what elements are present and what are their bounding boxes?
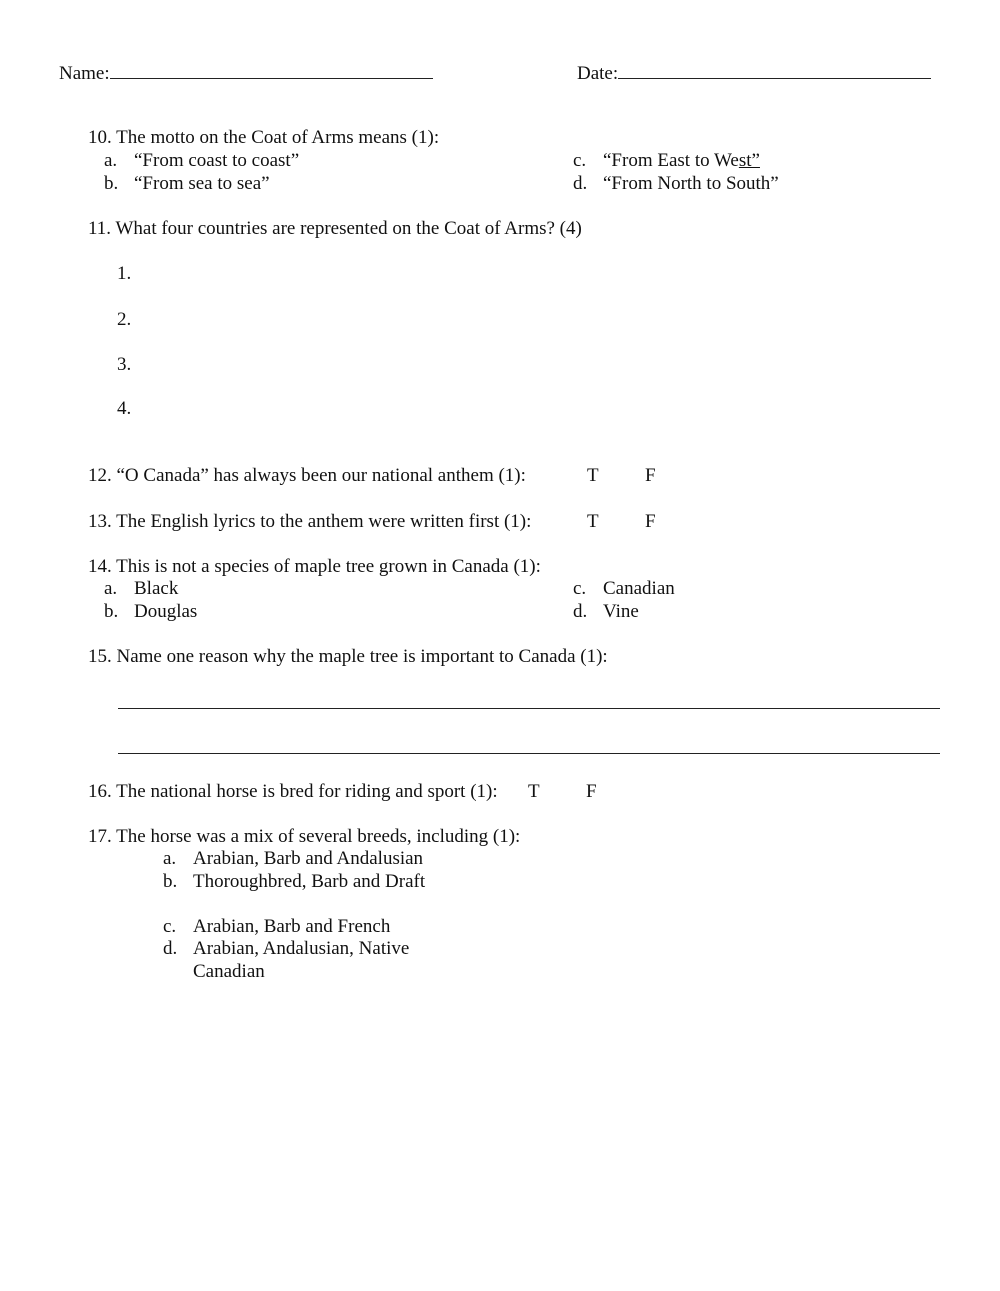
q17-option-d[interactable]: Arabian, Andalusian, Native bbox=[193, 938, 410, 959]
q12-text: 12. “O Canada” has always been our national anthem (1): bbox=[88, 465, 526, 486]
q17-text: 17. The horse was a mix of several breeds, including (1): bbox=[88, 826, 521, 847]
q14-option-c-letter: c. bbox=[573, 578, 587, 599]
q10-option-c-letter: c. bbox=[573, 150, 587, 171]
q14-option-d[interactable]: Vine bbox=[603, 601, 639, 622]
q12-true[interactable]: T bbox=[587, 465, 599, 486]
q10-option-d-letter: d. bbox=[573, 173, 588, 194]
q16-text: 16. The national horse is bred for riding and sport (1): bbox=[88, 781, 498, 802]
q11-item-1: 1. bbox=[117, 263, 132, 284]
name-label: Name: bbox=[59, 63, 110, 84]
q11-item-3: 3. bbox=[117, 354, 132, 375]
q14-option-b-letter: b. bbox=[104, 601, 119, 622]
q13-false[interactable]: F bbox=[645, 511, 656, 532]
q11-text: 11. What four countries are represented on the Coat of Arms? (4) bbox=[88, 218, 582, 239]
q10-option-a[interactable]: “From coast to coast” bbox=[134, 150, 300, 171]
q15-answer-line-1[interactable] bbox=[118, 708, 940, 709]
q17-option-a-letter: a. bbox=[163, 848, 177, 869]
q16-true[interactable]: T bbox=[528, 781, 540, 802]
name-blank[interactable] bbox=[110, 60, 433, 79]
q14-option-d-letter: d. bbox=[573, 601, 588, 622]
q16-false[interactable]: F bbox=[586, 781, 597, 802]
q17-option-c-letter: c. bbox=[163, 916, 177, 937]
q17-option-d-letter: d. bbox=[163, 938, 178, 959]
q10-option-b-letter: b. bbox=[104, 173, 119, 194]
q13-true[interactable]: T bbox=[587, 511, 599, 532]
q17-option-a[interactable]: Arabian, Barb and Andalusian bbox=[193, 848, 424, 869]
q17-option-b[interactable]: Thoroughbred, Barb and Draft bbox=[193, 871, 426, 892]
q10-option-b[interactable]: “From sea to sea” bbox=[134, 173, 270, 194]
q14-option-a[interactable]: Black bbox=[134, 578, 179, 599]
q14-option-c[interactable]: Canadian bbox=[603, 578, 675, 599]
q10-option-c[interactable] bbox=[603, 149, 760, 172]
date-label: Date: bbox=[577, 63, 619, 84]
q13-text: 13. The English lyrics to the anthem were written first (1): bbox=[88, 511, 532, 532]
q11-item-2: 2. bbox=[117, 309, 132, 330]
name-field[interactable] bbox=[59, 60, 433, 85]
q15-answer-line-2[interactable] bbox=[118, 753, 940, 754]
date-blank[interactable] bbox=[618, 60, 931, 79]
q14-text: 14. This is not a species of maple tree grown in Canada (1): bbox=[88, 556, 541, 577]
date-field[interactable] bbox=[577, 60, 931, 85]
q12-false[interactable]: F bbox=[645, 465, 656, 486]
q17-option-b-letter: b. bbox=[163, 871, 178, 892]
q10-option-c-main: “From East to We bbox=[603, 150, 739, 171]
q17-option-c[interactable]: Arabian, Barb and French bbox=[193, 916, 391, 937]
q14-option-b[interactable]: Douglas bbox=[134, 601, 198, 622]
q11-item-4: 4. bbox=[117, 398, 132, 419]
q15-text: 15. Name one reason why the maple tree is important to Canada (1): bbox=[88, 646, 608, 667]
q10-option-a-letter: a. bbox=[104, 150, 118, 171]
q10-option-d[interactable]: “From North to South” bbox=[603, 173, 779, 194]
q17-option-d-line2[interactable]: Canadian bbox=[193, 961, 265, 982]
q10-option-c-underlined: st” bbox=[738, 150, 760, 171]
q10-text: 10. The motto on the Coat of Arms means (1): bbox=[88, 127, 440, 148]
q14-option-a-letter: a. bbox=[104, 578, 118, 599]
